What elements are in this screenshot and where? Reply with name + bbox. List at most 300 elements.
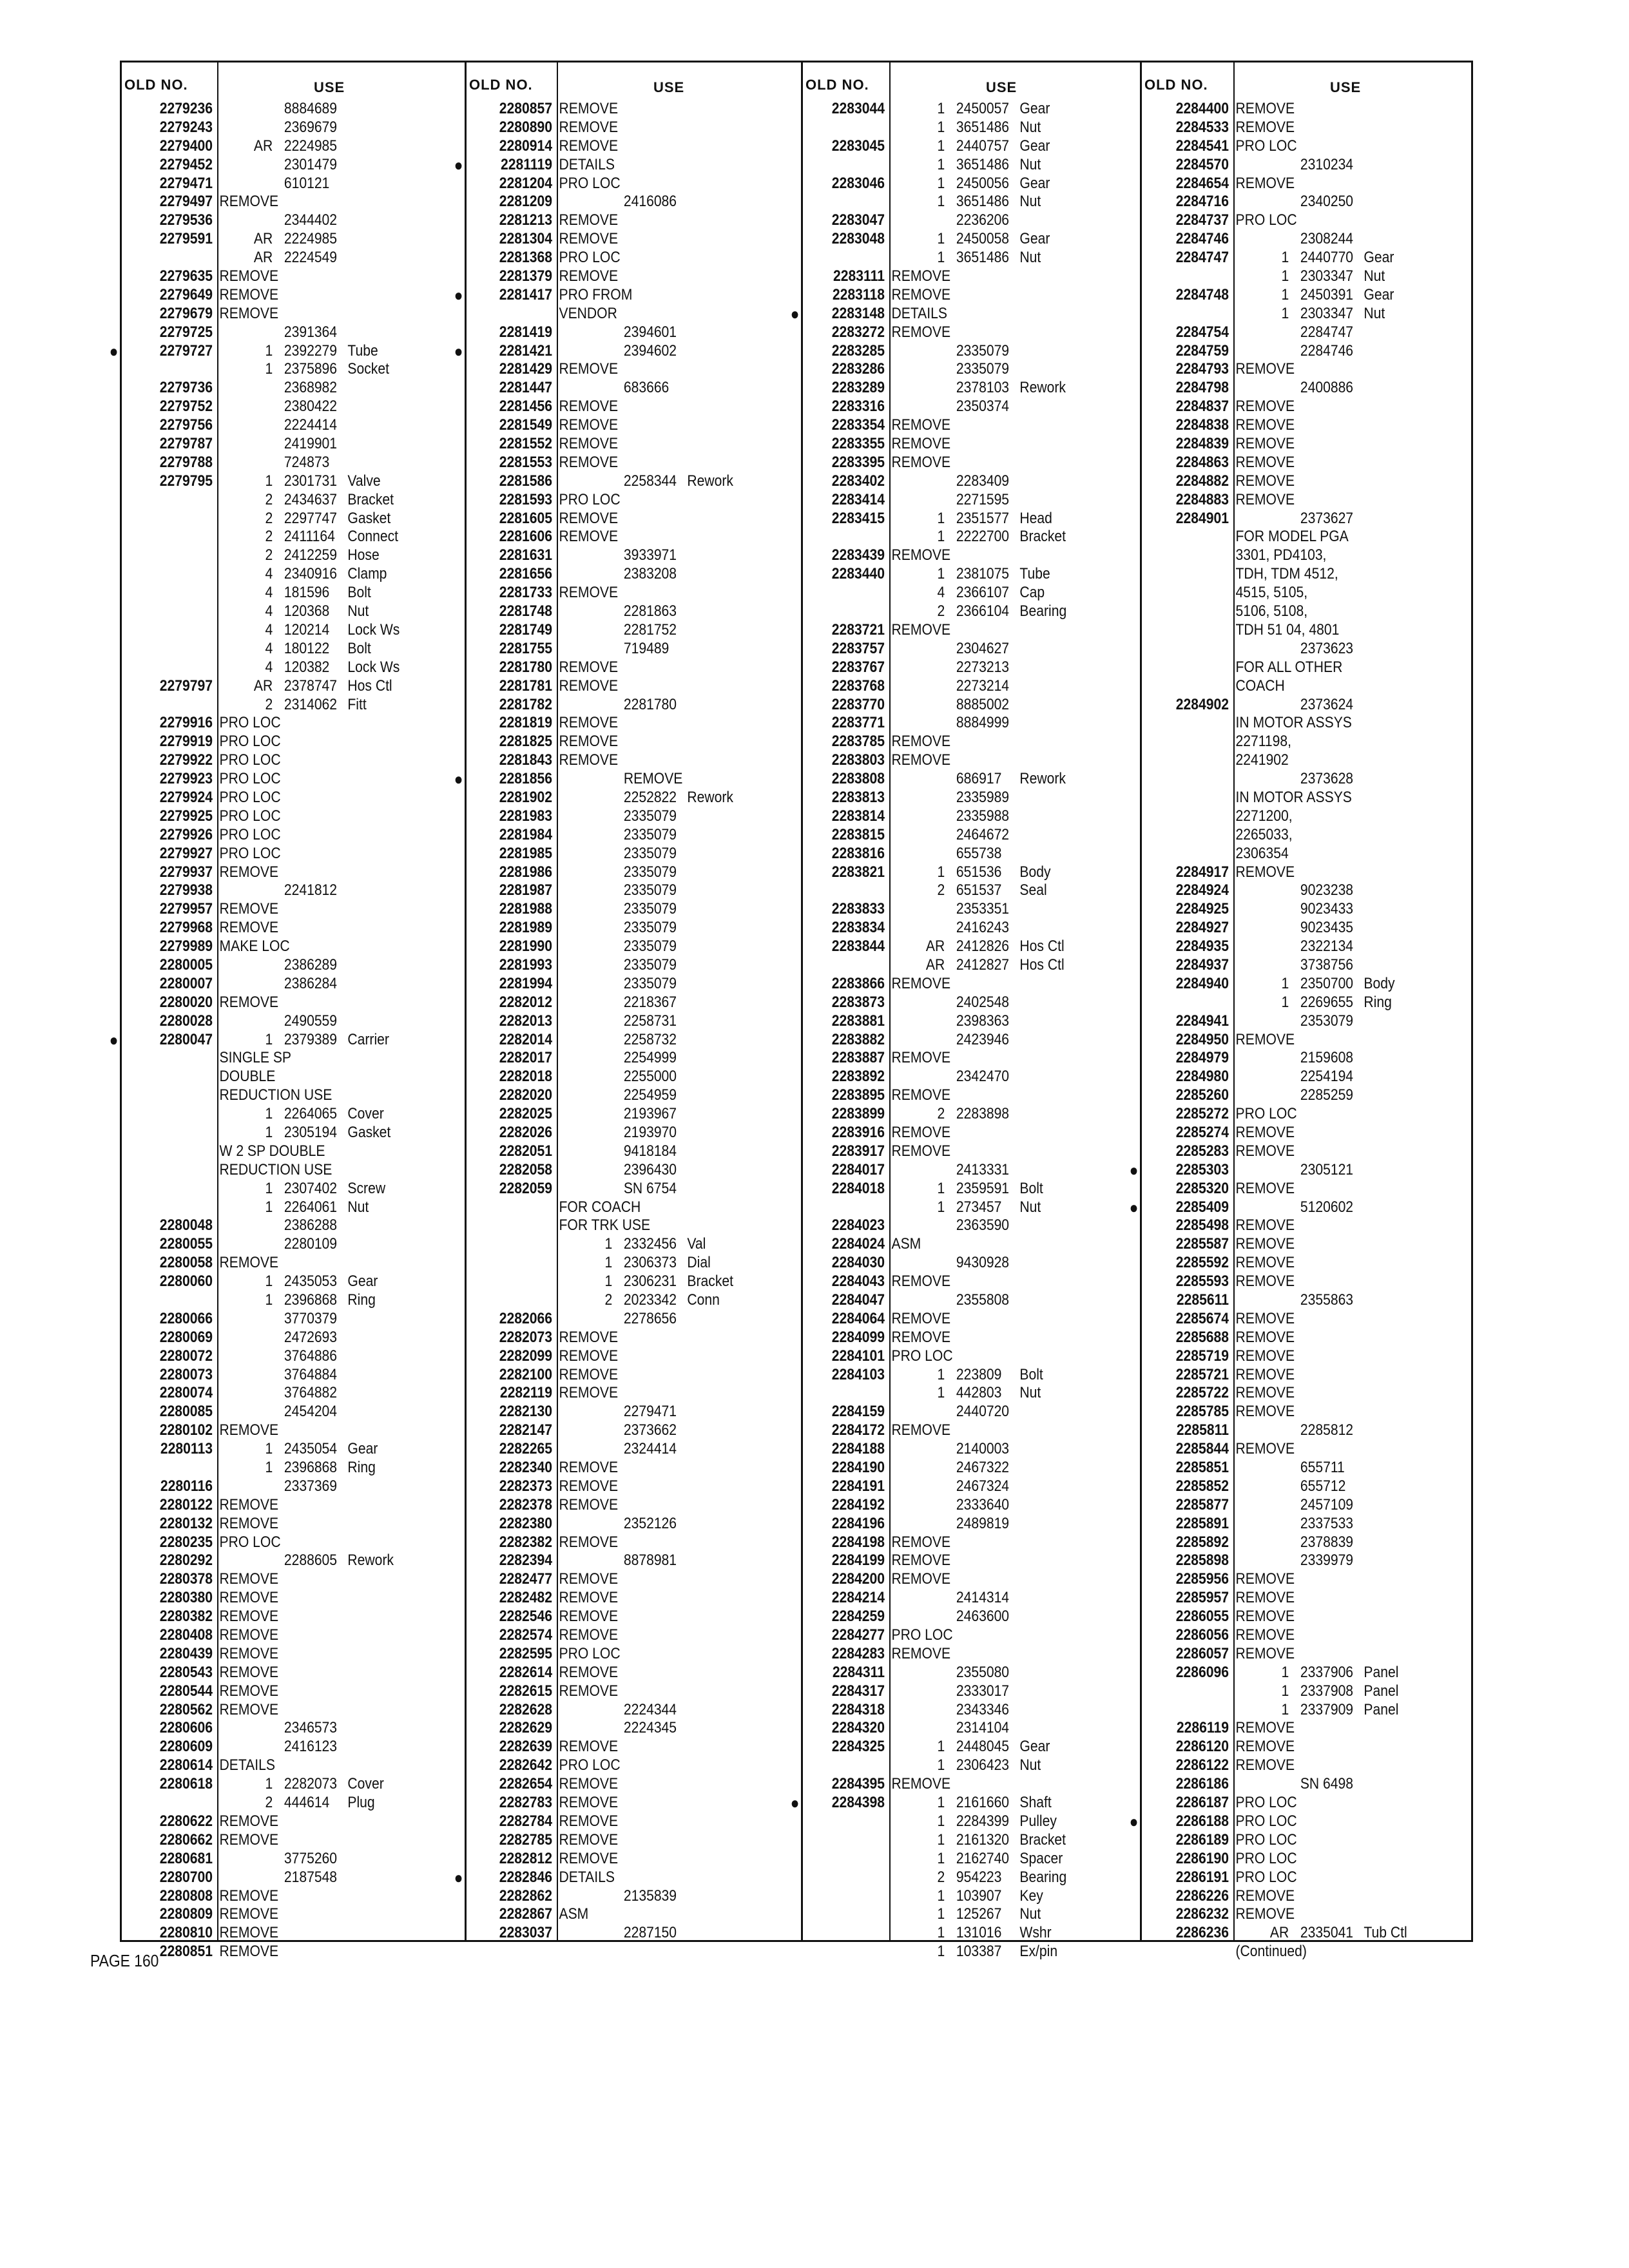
- table-row: [803, 1756, 1099, 1775]
- use-note: FOR COACH: [559, 1198, 641, 1216]
- table-row: [467, 1347, 761, 1366]
- table-row: [1142, 1570, 1435, 1589]
- old-number: 2286191: [1175, 1868, 1229, 1886]
- table-row: [122, 1943, 423, 1961]
- part-number: 2378839: [1300, 1533, 1354, 1551]
- table-row: [122, 1794, 423, 1812]
- use-note: REMOVE: [1235, 1273, 1295, 1291]
- old-number: 2285272: [1175, 1105, 1229, 1123]
- old-number: 2286187: [1175, 1794, 1229, 1812]
- table-row: [803, 826, 1099, 845]
- old-number: 2281119: [501, 155, 552, 173]
- use-note: PRO LOC: [219, 770, 281, 788]
- old-number: 2281213: [499, 211, 552, 229]
- table-row: [1142, 1924, 1435, 1943]
- use-note: DOUBLE: [219, 1068, 276, 1086]
- part-number: 2335041: [1300, 1924, 1354, 1942]
- table-row: [1142, 1794, 1435, 1812]
- table-row: [803, 1142, 1099, 1161]
- old-number: 2281549: [499, 416, 552, 434]
- part-description: Ring: [347, 1459, 376, 1477]
- old-number: 2284746: [1175, 230, 1229, 248]
- table-row: [122, 1850, 423, 1869]
- old-number: 2282628: [499, 1700, 552, 1718]
- old-number: 2283414: [831, 490, 885, 508]
- old-number: 2279937: [159, 863, 213, 881]
- quantity: AR: [253, 230, 273, 248]
- part-number: 131016: [956, 1924, 1002, 1942]
- table-row: [1142, 1831, 1435, 1850]
- part-number: 2378103: [956, 379, 1010, 397]
- old-number: 2280102: [159, 1421, 213, 1439]
- part-number: 223809: [956, 1365, 1002, 1383]
- table-row: [1142, 491, 1435, 510]
- part-number: 3738756: [1300, 956, 1354, 974]
- use-note: REMOVE: [891, 974, 951, 992]
- old-number: 2286122: [1175, 1756, 1229, 1774]
- table-row: [122, 1366, 423, 1385]
- old-number: 2284837: [1175, 398, 1229, 416]
- part-number: 2363590: [956, 1216, 1010, 1235]
- use-note: 2241902: [1235, 751, 1289, 769]
- part-number: 2308244: [1300, 230, 1354, 248]
- table-row: [803, 491, 1099, 510]
- part-description: Key: [1019, 1887, 1043, 1905]
- old-number: 2279957: [159, 900, 213, 918]
- part-description: Gear: [1019, 1738, 1050, 1756]
- quantity: 4: [265, 565, 273, 583]
- table-row: [122, 175, 423, 193]
- use-note: REMOVE: [891, 1142, 951, 1160]
- part-number: 120368: [284, 602, 330, 620]
- part-number: 2324414: [623, 1440, 677, 1458]
- use-note: W 2 SP DOUBLE: [219, 1142, 325, 1160]
- table-row: [803, 956, 1099, 975]
- part-number: 2281863: [623, 602, 677, 620]
- old-number: 2286232: [1175, 1905, 1229, 1923]
- new-item-bullet: ●: [790, 303, 800, 323]
- old-number: 2285283: [1175, 1142, 1229, 1160]
- table-row: [1142, 975, 1435, 994]
- part-number: 2337533: [1300, 1514, 1354, 1532]
- old-number: 2284883: [1175, 490, 1229, 508]
- old-number: 2280439: [159, 1644, 213, 1662]
- old-number: 2282642: [499, 1756, 552, 1774]
- table-row: [803, 323, 1099, 342]
- part-number: 2332456: [623, 1235, 677, 1253]
- table-row: [122, 323, 423, 342]
- use-note: REMOVE: [1235, 1365, 1295, 1383]
- part-number: 2450058: [956, 230, 1010, 248]
- table-row: [122, 1273, 423, 1291]
- part-number: 2416123: [284, 1738, 338, 1756]
- old-number: 2284759: [1175, 341, 1229, 360]
- old-number: 2284196: [831, 1514, 885, 1532]
- part-number: 2222700: [956, 528, 1010, 546]
- table-row: [803, 1235, 1099, 1254]
- quantity: 4: [265, 658, 273, 676]
- part-number: 3775260: [284, 1849, 338, 1867]
- use-note: REMOVE: [219, 1589, 279, 1607]
- old-number: 2281606: [499, 528, 552, 546]
- part-number: 2386284: [284, 974, 338, 992]
- table-row: [803, 528, 1099, 546]
- table-row: [467, 1254, 761, 1273]
- part-number: 2379389: [284, 1030, 338, 1048]
- old-number: 2284654: [1175, 174, 1229, 192]
- use-note: REMOVE: [891, 546, 951, 564]
- old-number: 2283044: [831, 100, 885, 117]
- part-number: 2373628: [1300, 770, 1354, 788]
- table-row: [467, 1477, 761, 1496]
- part-description: Nut: [1364, 304, 1385, 322]
- use-note: REMOVE: [559, 1347, 619, 1365]
- part-description: Wshr: [1019, 1924, 1052, 1942]
- part-number: 180122: [284, 639, 330, 657]
- part-description: Cover: [347, 1105, 384, 1123]
- quantity: 1: [604, 1235, 613, 1253]
- table-row: [1142, 1403, 1435, 1421]
- old-number: 2280113: [160, 1440, 213, 1458]
- old-number: 2285592: [1175, 1254, 1229, 1272]
- table-row: [467, 1235, 761, 1254]
- table-row: [467, 305, 761, 323]
- table-row: [803, 1124, 1099, 1142]
- table-row: [122, 1589, 423, 1608]
- table-row: [1142, 193, 1435, 211]
- use-note: (Continued): [1235, 1943, 1307, 1961]
- old-number: 2285593: [1175, 1273, 1229, 1291]
- table-row: [1142, 360, 1435, 379]
- old-number: 2284199: [831, 1552, 885, 1570]
- old-number: 2286190: [1175, 1849, 1229, 1867]
- use-note: PRO LOC: [891, 1626, 953, 1644]
- new-item-bullet: ●: [790, 1793, 800, 1813]
- table-row: [803, 677, 1099, 696]
- old-number: 2279923: [159, 770, 213, 788]
- table-row: [803, 454, 1099, 472]
- table-row: [467, 1533, 761, 1552]
- table-row: [122, 1403, 423, 1421]
- table-row: [1142, 1031, 1435, 1050]
- use-note: REMOVE: [1235, 1719, 1295, 1737]
- old-number: 2280543: [159, 1663, 213, 1681]
- quantity: 2: [265, 528, 273, 546]
- table-row: [803, 807, 1099, 826]
- old-number: 2280809: [159, 1905, 213, 1923]
- table-row: [803, 881, 1099, 900]
- old-number: 2284935: [1175, 937, 1229, 956]
- part-number: 2224985: [284, 137, 338, 155]
- part-description: Nut: [347, 1198, 369, 1216]
- old-number: 2280681: [159, 1849, 213, 1867]
- table-row: [122, 714, 423, 733]
- old-number: 2282614: [499, 1663, 552, 1681]
- table-row: [122, 696, 423, 715]
- part-number: 2159608: [1300, 1049, 1354, 1067]
- old-number: 2280378: [159, 1570, 213, 1588]
- use-note: REMOVE: [559, 714, 619, 732]
- part-number: 2335989: [956, 788, 1010, 806]
- old-number: 2285409: [1175, 1198, 1229, 1216]
- part-number: 9023435: [1300, 919, 1354, 937]
- old-number: 2281985: [499, 844, 552, 862]
- old-number: 2285852: [1175, 1477, 1229, 1495]
- old-number: 2284043: [831, 1273, 885, 1291]
- table-row: [803, 1496, 1099, 1515]
- part-description: Ex/pin: [1019, 1943, 1058, 1961]
- old-number: 2283148: [831, 304, 885, 322]
- quantity: 1: [937, 1887, 945, 1905]
- use-note: REMOVE: [219, 285, 279, 303]
- use-note: REMOVE: [219, 863, 279, 881]
- old-number: 2283767: [831, 658, 885, 676]
- old-number: 2283355: [831, 435, 885, 453]
- old-number: 2280810: [159, 1924, 213, 1942]
- table-row: [467, 137, 761, 156]
- table-row: [467, 1887, 761, 1906]
- quantity: 1: [265, 1198, 273, 1216]
- quantity: 1: [265, 472, 273, 490]
- old-number: 2284024: [831, 1235, 885, 1253]
- table-row: [467, 1570, 761, 1589]
- old-number: 2281593: [499, 490, 552, 508]
- old-number: 2283866: [831, 974, 885, 992]
- old-number: 2282073: [499, 1328, 552, 1346]
- old-number: 2284159: [831, 1403, 885, 1421]
- part-description: Nut: [1019, 118, 1041, 136]
- part-number: 2287150: [623, 1924, 677, 1942]
- table-row: [803, 360, 1099, 379]
- table-row: [467, 584, 761, 602]
- use-note: REMOVE: [1235, 416, 1295, 434]
- part-number: 2279471: [623, 1403, 677, 1421]
- old-number: 2280408: [159, 1626, 213, 1644]
- old-number: 2284325: [831, 1738, 885, 1756]
- table-row: [122, 1552, 423, 1570]
- old-number: 2283046: [831, 174, 885, 192]
- old-number: 2280074: [159, 1384, 213, 1402]
- old-number: 2279926: [159, 825, 213, 843]
- use-note: REMOVE: [891, 1123, 951, 1141]
- part-number: 2413331: [956, 1160, 1010, 1178]
- new-item-bullet: ●: [454, 285, 463, 305]
- table-row: [1142, 230, 1435, 249]
- quantity: 1: [265, 1273, 273, 1291]
- table-row: [122, 1515, 423, 1533]
- part-number: 2307402: [284, 1179, 338, 1197]
- part-number: 2412826: [956, 937, 1010, 956]
- table-row: [122, 1831, 423, 1850]
- part-description: Rework: [687, 472, 733, 490]
- use-note: REMOVE: [219, 267, 279, 285]
- old-number: 2281656: [499, 565, 552, 583]
- part-number: 2254194: [1300, 1068, 1354, 1086]
- table-row: [1142, 621, 1435, 640]
- old-number: 2282373: [499, 1477, 552, 1495]
- part-description: Bearing: [1019, 602, 1067, 620]
- part-description: Shaft: [1019, 1794, 1052, 1812]
- quantity: 2: [265, 695, 273, 713]
- part-number: 2450056: [956, 174, 1010, 192]
- table-row: [467, 1831, 761, 1850]
- old-number: 2283881: [831, 1012, 885, 1030]
- old-number: 2284103: [831, 1365, 885, 1383]
- old-number: 2281748: [499, 602, 552, 620]
- use-note: REMOVE: [559, 1794, 619, 1812]
- quantity: 4: [265, 639, 273, 657]
- use-note: REMOVE: [219, 1626, 279, 1644]
- old-number: 2281986: [499, 863, 552, 881]
- use-note: REMOVE: [1235, 1570, 1295, 1588]
- part-number: 2353079: [1300, 1012, 1354, 1030]
- part-number: 655738: [956, 844, 1002, 862]
- table-row: [467, 1105, 761, 1124]
- use-note: REMOVE: [559, 1533, 619, 1551]
- part-number: 2450057: [956, 100, 1010, 117]
- old-number: 2281429: [499, 360, 552, 378]
- part-number: 2273213: [956, 658, 1010, 676]
- old-number: 2284099: [831, 1328, 885, 1346]
- part-number: 2258732: [623, 1030, 677, 1048]
- old-number: 2281819: [499, 714, 552, 732]
- old-number: 2281447: [499, 379, 552, 397]
- use-note: REMOVE: [219, 1812, 279, 1830]
- use-note: PRO LOC: [1235, 1831, 1297, 1849]
- use-note: 2271200,: [1235, 807, 1293, 825]
- part-number: 273457: [956, 1198, 1002, 1216]
- old-number: 2282785: [499, 1831, 552, 1849]
- table-row: [1142, 1719, 1435, 1738]
- table-row: [122, 491, 423, 510]
- table-row: [1142, 1235, 1435, 1254]
- part-number: 2273214: [956, 677, 1010, 695]
- table-row: [122, 1664, 423, 1682]
- part-number: 3764884: [284, 1365, 338, 1383]
- part-number: 2340916: [284, 565, 338, 583]
- use-note: REMOVE: [559, 509, 619, 527]
- part-number: 2353351: [956, 900, 1010, 918]
- table-row: [467, 1496, 761, 1515]
- part-description: Cap: [1019, 584, 1045, 602]
- use-note: 2306354: [1235, 844, 1289, 862]
- table-row: [803, 1719, 1099, 1738]
- table-row: [1142, 863, 1435, 882]
- use-note: PRO LOC: [219, 788, 281, 806]
- use-note: REMOVE: [219, 1608, 279, 1626]
- old-number: 2283916: [831, 1123, 885, 1141]
- quantity: 1: [937, 528, 945, 546]
- table-row: [122, 249, 423, 267]
- old-number: 2282058: [499, 1160, 552, 1178]
- part-number: 2241812: [284, 881, 338, 899]
- old-number: 2282394: [499, 1552, 552, 1570]
- quantity: 1: [937, 1198, 945, 1216]
- old-number: 2281984: [499, 825, 552, 843]
- old-number: 2283833: [831, 900, 885, 918]
- table-row: [467, 472, 761, 491]
- table-row: [1142, 1552, 1435, 1570]
- table-row: [803, 267, 1099, 286]
- part-description: Gear: [1364, 285, 1394, 303]
- old-number: 2284917: [1175, 863, 1229, 881]
- old-number: 2282629: [499, 1719, 552, 1737]
- table-row: [122, 472, 423, 491]
- use-note: REMOVE: [891, 620, 951, 639]
- part-number: 2282073: [284, 1775, 338, 1793]
- table-row: [1129, 1811, 1435, 1831]
- old-number: 2280055: [159, 1235, 213, 1253]
- table-row: [467, 658, 761, 677]
- old-number: 2279591: [159, 230, 213, 248]
- use-note: REMOVE: [1235, 1384, 1295, 1402]
- table-row: [467, 360, 761, 379]
- use-note: PRO FROM: [559, 285, 633, 303]
- part-description: Head: [1019, 509, 1052, 527]
- table-row: [803, 1459, 1099, 1477]
- table-row: [803, 733, 1099, 751]
- use-note: REMOVE: [1235, 100, 1295, 117]
- old-number: 2280047: [159, 1030, 213, 1048]
- part-number: 8884689: [284, 100, 338, 117]
- part-number: 2373627: [1300, 509, 1354, 527]
- old-number: 2284924: [1175, 881, 1229, 899]
- use-header: USE: [1330, 79, 1362, 95]
- old-number: 2285898: [1175, 1552, 1229, 1570]
- table-row: [122, 137, 423, 156]
- part-number: 2284747: [1300, 323, 1354, 341]
- table-row: [1142, 1329, 1435, 1347]
- table-row: [454, 1867, 761, 1887]
- table-row: [122, 751, 423, 770]
- old-number: 2282013: [499, 1012, 552, 1030]
- old-number: 2283834: [831, 919, 885, 937]
- new-item-bullet: ●: [1129, 1811, 1139, 1831]
- table-row: [803, 1850, 1099, 1869]
- quantity: 4: [265, 584, 273, 602]
- table-row: [803, 937, 1099, 956]
- quantity: 2: [265, 546, 273, 564]
- part-number: 120214: [284, 620, 330, 639]
- old-number: 2281755: [499, 639, 552, 657]
- part-number: 2283898: [956, 1105, 1010, 1123]
- part-number: 2288605: [284, 1552, 338, 1570]
- table-row: [1142, 1626, 1435, 1645]
- table-row: [803, 510, 1099, 528]
- old-number: 2284259: [831, 1608, 885, 1626]
- table-row: [122, 454, 423, 472]
- part-description: Gear: [347, 1273, 378, 1291]
- table-row: [1142, 956, 1435, 975]
- old-number: 2280857: [499, 100, 552, 117]
- part-number: 2419901: [284, 435, 338, 453]
- old-number: 2283844: [831, 937, 885, 956]
- table-row: [467, 1366, 761, 1385]
- part-number: 2450391: [1300, 285, 1354, 303]
- part-number: 954223: [956, 1868, 1002, 1886]
- part-number: 2375896: [284, 360, 338, 378]
- old-number: 2282018: [499, 1068, 552, 1086]
- part-number: 2378747: [284, 677, 338, 695]
- table-row: [122, 1775, 423, 1794]
- part-number: 2280109: [284, 1235, 338, 1253]
- use-note: PRO LOC: [219, 807, 281, 825]
- table-row: [467, 956, 761, 975]
- old-number: 2280005: [159, 956, 213, 974]
- part-number: 3651486: [956, 249, 1010, 267]
- quantity: 1: [265, 1105, 273, 1123]
- part-description: Nut: [1364, 267, 1385, 285]
